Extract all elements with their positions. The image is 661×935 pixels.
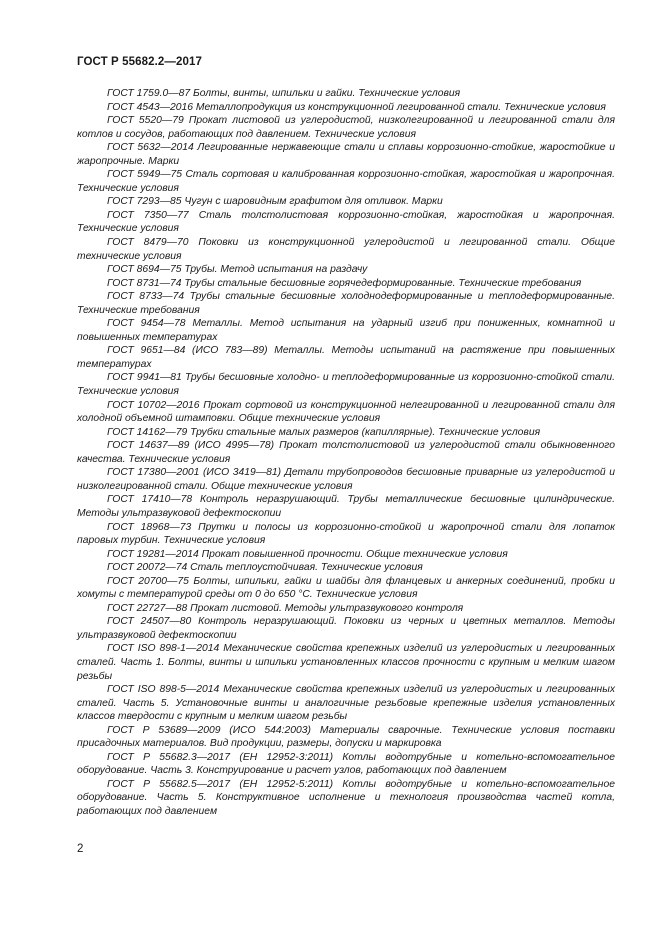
reference-item: ГОСТ 7293—85 Чугун с шаровидным графитом для отливок. Марки — [107, 196, 443, 208]
reference-item: ГОСТ 14162—79 Трубки стальные малых размеров (капиллярные). Технические условия — [107, 426, 541, 438]
document-header-code: ГОСТ Р 55682.2—2017 — [77, 56, 202, 68]
reference-item: ГОСТ Р 55682.3—2017 (ЕН 12952-3:2011) Котлы водотрубные и котельно-вспомогательное оборудование. Часть 3. Конструирование и расчет узлов, работающих под давлением — [77, 751, 615, 777]
reference-item: ГОСТ 5632—2014 Легированные нержавеющие стали и сплавы коррозионно-стойкие, жаростойкие и жаропрочные. Марки — [77, 142, 615, 167]
reference-item: ГОСТ 24507—80 Контроль неразрушающий. Поковки из черных и цветных металлов. Методы ультразвуковой дефектоскопии — [77, 616, 615, 641]
reference-item: ГОСТ 1759.0—87 Болты, винты, шпильки и гайки. Технические условия — [107, 88, 461, 99]
reference-item: ГОСТ 17410—78 Контроль неразрушающий. Трубы металлические бесшовные цилиндрические. Методы ультразвуковой дефектоскопии — [77, 494, 615, 519]
reference-item: ГОСТ 18968—73 Прутки и полосы из коррозионно-стойкой и жаропрочной стали для лопаток паровых турбин. Технические условия — [77, 521, 615, 547]
reference-item: ГОСТ Р 53689—2009 (ИСО 544:2003) Материалы сварочные. Технические условия поставки присадочных материалов. Вид продукции, размеры, допуски и маркировка — [77, 724, 615, 750]
reference-item: ГОСТ ISO 898-5—2014 Механические свойства крепежных изделий из углеродистых и легированных сталей. Часть 5. Установочные винты и аналогичные резьбовые крепежные изделия установленных классов твердости с крупным и мелким шагом резьбы — [77, 684, 615, 723]
reference-item: ГОСТ 5520—79 Прокат листовой из углеродистой, низколегированной и легированной стали для котлов и сосудов, работающих под давлением. Технические условия — [77, 115, 615, 140]
reference-item: ГОСТ 20700—75 Болты, шпильки, гайки и шайбы для фланцевых и анкерных соединений, пробки и хомуты с температурой среды от 0 до 650 °С. Технические условия — [77, 575, 615, 601]
reference-item: ГОСТ 10702—2016 Прокат сортовой из конструкционной нелегированной и легированной стали для холодной объемной штамповки. Общие технические условия — [77, 399, 615, 425]
reference-item: ГОСТ 7350—77 Сталь толстолистовая коррозионно-стойкая, жаростойкая и жаропрочная. Технические условия — [77, 209, 615, 235]
reference-item: ГОСТ 5949—75 Сталь сортовая и калиброванная коррозионно-стойкая, жаростойкая и жаропрочная. Технические условия — [77, 169, 615, 194]
reference-item: ГОСТ 14637—89 (ИСО 4995—78) Прокат толстолистовой из углеродистой стали обыкновенного качества. Технические условия — [77, 440, 615, 465]
reference-item: ГОСТ 22727—88 Прокат листовой. Методы ультразвукового контроля — [107, 602, 464, 614]
reference-item: ГОСТ 8694—75 Трубы. Метод испытания на раздачу — [107, 264, 368, 276]
reference-item: ГОСТ 8731—74 Трубы стальные бесшовные горячедеформированные. Технические требования — [107, 277, 582, 289]
reference-item: ГОСТ ISO 898-1—2014 Механические свойства крепежных изделий из углеродистых и легированных сталей. Часть 1. Болты, винты и шпильки установленных классов прочности с крупным и мелким шагом резьбы — [77, 643, 615, 682]
reference-item: ГОСТ 8479—70 Поковки из конструкционной углеродистой и легированной стали. Общие технические условия — [77, 237, 615, 262]
page-number: 2 — [77, 843, 84, 855]
reference-item: ГОСТ 9651—84 (ИСО 783—89) Металлы. Методы испытаний на растяжение при повышенных температурах — [77, 345, 615, 370]
reference-item: ГОСТ 9941—81 Трубы бесшовные холодно- и теплодеформированные из коррозионно-стойкой стали. Технические условия — [77, 372, 615, 398]
reference-item: ГОСТ 9454—78 Металлы. Метод испытания на ударный изгиб при пониженных, комнатной и повышенных температурах — [77, 318, 615, 343]
reference-item: ГОСТ 8733—74 Трубы стальные бесшовные холоднодеформированные и теплодеформированные. Технические требования — [77, 291, 615, 316]
reference-item: ГОСТ 19281—2014 Прокат повышенной прочности. Общие технические условия — [107, 548, 508, 560]
reference-item: ГОСТ Р 55682.5—2017 (ЕН 12952-5:2011) Котлы водотрубные и котельно-вспомогательное оборудование. Часть 5. Конструктивное исполнение и технология производства частей котла, работающих под давлением — [77, 778, 615, 817]
reference-item: ГОСТ 20072—74 Сталь теплоустойчивая. Технические условия — [107, 562, 423, 574]
normative-references-list — [77, 87, 615, 819]
reference-item: ГОСТ 4543—2016 Металлопродукция из конструкционной легированной стали. Технические условия — [107, 101, 606, 113]
reference-item: ГОСТ 17380—2001 (ИСО 3419—81) Детали трубопроводов бесшовные приварные из углеродистой и низколегированной стали. Общие технические условия — [77, 467, 615, 492]
